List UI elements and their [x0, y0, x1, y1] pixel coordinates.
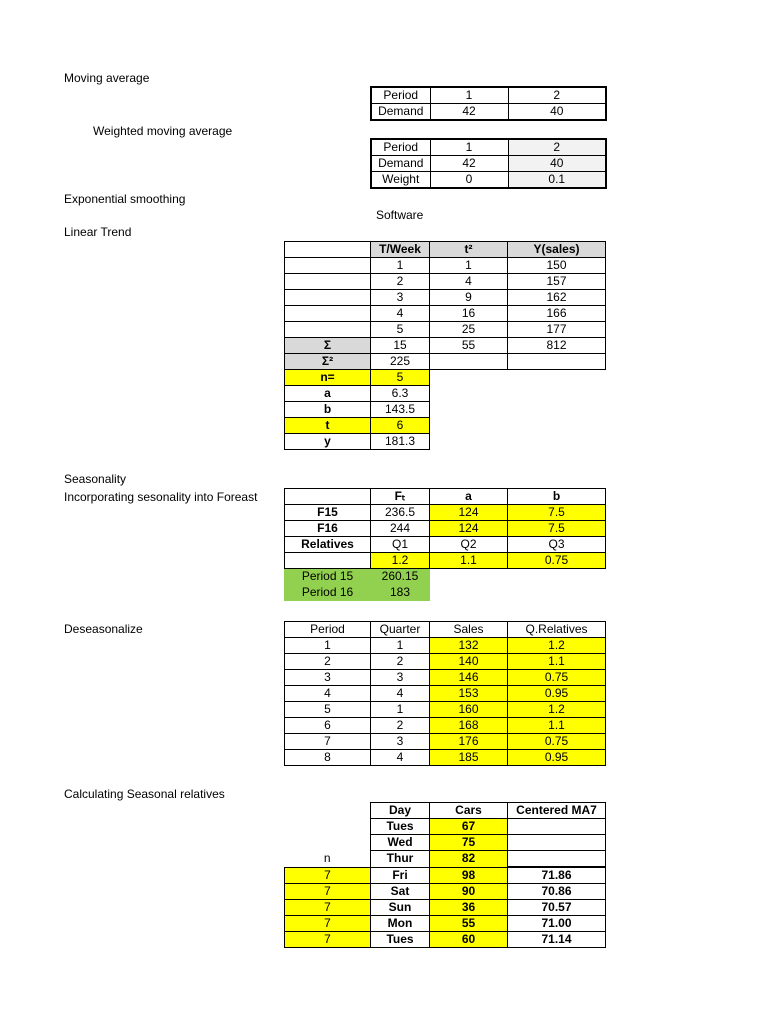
- sum-label: Σ: [285, 338, 371, 354]
- table-cell: 3: [371, 734, 430, 750]
- table-cell: 1.1: [430, 553, 508, 569]
- table-cell: 140: [430, 654, 508, 670]
- table-cell: 1: [371, 638, 430, 654]
- table-cell: 1: [371, 258, 430, 274]
- label-weighted-moving-average: Weighted moving average: [93, 124, 233, 138]
- weighted-moving-average-table: [370, 138, 607, 189]
- table-row: [285, 851, 606, 868]
- table-cell: 5: [371, 370, 430, 386]
- table-cell: 98: [430, 867, 508, 884]
- table-row: [285, 622, 606, 638]
- table-header: Period: [285, 622, 371, 638]
- table-cell: Tues: [371, 819, 430, 835]
- table-cell: 40: [508, 156, 606, 172]
- table-cell: 1: [430, 258, 508, 274]
- n-label: n: [323, 851, 331, 865]
- linear-trend-table: [284, 241, 606, 450]
- table-row: [285, 569, 606, 585]
- table-cell: 176: [430, 734, 508, 750]
- table-cell: 71.00: [508, 916, 606, 932]
- table-cell: Wed: [371, 835, 430, 851]
- table-cell: 143.5: [371, 402, 430, 418]
- table-cell: Mon: [371, 916, 430, 932]
- table-cell: 5: [371, 322, 430, 338]
- table-cell: 40: [508, 104, 606, 121]
- table-cell: 70.86: [508, 884, 606, 900]
- table-cell: 1: [371, 702, 430, 718]
- table-row: [285, 916, 606, 932]
- label-linear-trend: Linear Trend: [64, 225, 132, 239]
- table-cell: [508, 819, 606, 835]
- label-software: Software: [376, 208, 424, 222]
- table-cell: 168: [430, 718, 508, 734]
- table-cell: [508, 851, 606, 868]
- table-row: [371, 172, 606, 189]
- table-cell: Period: [371, 139, 430, 156]
- table-header: Cars: [430, 803, 508, 819]
- table-cell: 4: [371, 750, 430, 766]
- table-cell: F15: [285, 505, 371, 521]
- table-cell: 7: [285, 734, 371, 750]
- table-row: [285, 718, 606, 734]
- table-cell: Period 15: [285, 569, 371, 585]
- table-cell: 1.1: [508, 654, 606, 670]
- table-cell: 67: [430, 819, 508, 835]
- table-cell: 812: [508, 338, 606, 354]
- table-cell: 5: [285, 702, 371, 718]
- table-row: [285, 306, 606, 322]
- table-row: [285, 521, 606, 537]
- table-row: [285, 867, 606, 884]
- table-cell: 1.1: [508, 718, 606, 734]
- label-incorporating-seasonality: Incorporating sesonality into Foreast: [64, 490, 258, 504]
- table-cell: 15: [371, 338, 430, 354]
- table-cell: Period: [371, 87, 430, 104]
- table-cell: 0.75: [508, 553, 606, 569]
- table-cell: 146: [430, 670, 508, 686]
- table-cell: Fri: [371, 867, 430, 884]
- table-cell: 6.3: [371, 386, 430, 402]
- table-cell: 1: [430, 87, 508, 104]
- table-cell: 6: [371, 418, 430, 434]
- table-cell: 1.2: [508, 638, 606, 654]
- table-row: [285, 734, 606, 750]
- table-cell: [285, 258, 371, 274]
- table-header: Y(sales): [508, 242, 606, 258]
- table-cell: 42: [430, 104, 508, 121]
- table-cell: 1.2: [371, 553, 430, 569]
- table-header: Centered MA7: [508, 803, 606, 819]
- table-row: [285, 537, 606, 553]
- table-header: Sales: [430, 622, 508, 638]
- table-cell: 55: [430, 338, 508, 354]
- table-cell: Q1: [371, 537, 430, 553]
- table-cell: 244: [371, 521, 430, 537]
- table-cell: y: [285, 434, 371, 450]
- table-cell: [285, 290, 371, 306]
- table-row: [371, 104, 606, 121]
- table-cell: 75: [430, 835, 508, 851]
- table-cell: 185: [430, 750, 508, 766]
- table-cell: 157: [508, 274, 606, 290]
- table-cell: 124: [430, 521, 508, 537]
- table-row: [285, 585, 606, 601]
- table-header: b: [508, 489, 606, 505]
- table-cell: 90: [430, 884, 508, 900]
- table-row: [285, 418, 606, 434]
- table-cell: 42: [430, 156, 508, 172]
- table-cell: [285, 322, 371, 338]
- table-row: [285, 702, 606, 718]
- deseasonalize-table: [284, 621, 606, 766]
- table-cell: 2: [371, 274, 430, 290]
- table-cell: Q2: [430, 537, 508, 553]
- table-cell: 0.95: [508, 750, 606, 766]
- table-row: [285, 258, 606, 274]
- label-calculating-seasonal-relatives: Calculating Seasonal relatives: [64, 787, 225, 801]
- table-cell: 2: [508, 87, 606, 104]
- table-cell: 4: [285, 686, 371, 702]
- table-cell: 0: [430, 172, 508, 189]
- table-cell: 7.5: [508, 521, 606, 537]
- table-cell: 7: [285, 867, 371, 884]
- table-cell: 3: [371, 290, 430, 306]
- label-moving-average: Moving average: [64, 71, 150, 85]
- table-row: [285, 638, 606, 654]
- sum-squared-label: Σ²: [285, 354, 371, 370]
- table-row: [285, 489, 606, 505]
- label-deseasonalize: Deseasonalize: [64, 622, 143, 636]
- table-cell: 9: [430, 290, 508, 306]
- table-row: [285, 505, 606, 521]
- table-row: [285, 386, 606, 402]
- table-cell: Relatives: [285, 537, 371, 553]
- table-cell: Weight: [371, 172, 430, 189]
- table-cell: 1: [285, 638, 371, 654]
- table-row: [285, 932, 606, 948]
- table-cell: [285, 489, 371, 505]
- table-cell: [285, 242, 371, 258]
- table-cell: [508, 354, 606, 370]
- table-cell: 2: [371, 654, 430, 670]
- table-cell: 71.14: [508, 932, 606, 948]
- table-cell: 2: [285, 654, 371, 670]
- table-cell: 1.2: [508, 702, 606, 718]
- table-cell: 1: [430, 139, 508, 156]
- table-cell: 7: [285, 900, 371, 916]
- table-cell: 150: [508, 258, 606, 274]
- table-row: [285, 354, 606, 370]
- table-row: [285, 884, 606, 900]
- table-cell: [285, 306, 371, 322]
- table-row: [285, 654, 606, 670]
- table-cell: 8: [285, 750, 371, 766]
- table-cell: 55: [430, 916, 508, 932]
- table-cell: 0.95: [508, 686, 606, 702]
- table-cell: 82: [430, 851, 508, 868]
- table-header: T/Week: [371, 242, 430, 258]
- table-cell: [430, 354, 508, 370]
- table-row: [285, 750, 606, 766]
- table-row: [285, 553, 606, 569]
- table-row: [285, 242, 606, 258]
- moving-average-table: [370, 86, 607, 121]
- table-row: [285, 274, 606, 290]
- table-row: [285, 803, 606, 819]
- table-cell: 4: [371, 686, 430, 702]
- table-cell: 6: [285, 718, 371, 734]
- table-row: [371, 87, 606, 104]
- table-cell: Period 16: [285, 585, 371, 601]
- table-cell: 7: [285, 884, 371, 900]
- table-header: Day: [371, 803, 430, 819]
- table-cell: 166: [508, 306, 606, 322]
- table-cell: n=: [285, 370, 371, 386]
- seasonality-table: [284, 488, 606, 601]
- table-cell: 183: [371, 585, 430, 601]
- table-cell: 0.75: [508, 670, 606, 686]
- table-cell: 71.86: [508, 867, 606, 884]
- table-cell: 2: [371, 718, 430, 734]
- table-cell: [285, 553, 371, 569]
- table-cell: 153: [430, 686, 508, 702]
- label-exponential-smoothing: Exponential smoothing: [64, 192, 186, 206]
- table-cell: F16: [285, 521, 371, 537]
- table-cell: 7: [285, 932, 371, 948]
- table-cell: 236.5: [371, 505, 430, 521]
- table-cell: 60: [430, 932, 508, 948]
- table-cell: 3: [285, 670, 371, 686]
- table-header: Fₜ: [371, 489, 430, 505]
- table-row: [285, 434, 606, 450]
- table-cell: 4: [430, 274, 508, 290]
- table-cell: 260.15: [371, 569, 430, 585]
- table-row: [285, 819, 606, 835]
- table-cell: 70.57: [508, 900, 606, 916]
- table-cell: 124: [430, 505, 508, 521]
- table-cell: Sat: [371, 884, 430, 900]
- table-row: [285, 338, 606, 354]
- table-cell: [285, 274, 371, 290]
- table-header: a: [430, 489, 508, 505]
- label-seasonality: Seasonality: [64, 472, 127, 486]
- table-row: [371, 139, 606, 156]
- table-header: Quarter: [371, 622, 430, 638]
- table-row: [285, 322, 606, 338]
- table-cell: [508, 835, 606, 851]
- table-cell: 16: [430, 306, 508, 322]
- table-cell: 7.5: [508, 505, 606, 521]
- table-cell: Tues: [371, 932, 430, 948]
- table-row: [285, 402, 606, 418]
- table-row: [285, 686, 606, 702]
- table-cell: 160: [430, 702, 508, 718]
- table-cell: 0.1: [508, 172, 606, 189]
- table-cell: a: [285, 386, 371, 402]
- table-cell: Thur: [371, 851, 430, 868]
- table-cell: Demand: [371, 156, 430, 172]
- table-row: [285, 670, 606, 686]
- table-cell: 36: [430, 900, 508, 916]
- seasonal-relatives-table: [284, 802, 606, 948]
- table-cell: 132: [430, 638, 508, 654]
- table-cell: t: [285, 418, 371, 434]
- table-cell: 2: [508, 139, 606, 156]
- table-cell: 162: [508, 290, 606, 306]
- table-row: [285, 900, 606, 916]
- table-cell: 181.3: [371, 434, 430, 450]
- table-cell: 25: [430, 322, 508, 338]
- table-cell: 177: [508, 322, 606, 338]
- table-cell: 7: [285, 916, 371, 932]
- table-cell: Sun: [371, 900, 430, 916]
- table-header: t²: [430, 242, 508, 258]
- table-header: Q.Relatives: [508, 622, 606, 638]
- table-row: [285, 370, 606, 386]
- table-cell: 225: [371, 354, 430, 370]
- table-cell: b: [285, 402, 371, 418]
- table-row: [285, 835, 606, 851]
- table-cell: Demand: [371, 104, 430, 121]
- table-row: [285, 290, 606, 306]
- table-cell: 0.75: [508, 734, 606, 750]
- table-cell: 3: [371, 670, 430, 686]
- table-cell: 4: [371, 306, 430, 322]
- table-cell: Q3: [508, 537, 606, 553]
- table-row: [371, 156, 606, 172]
